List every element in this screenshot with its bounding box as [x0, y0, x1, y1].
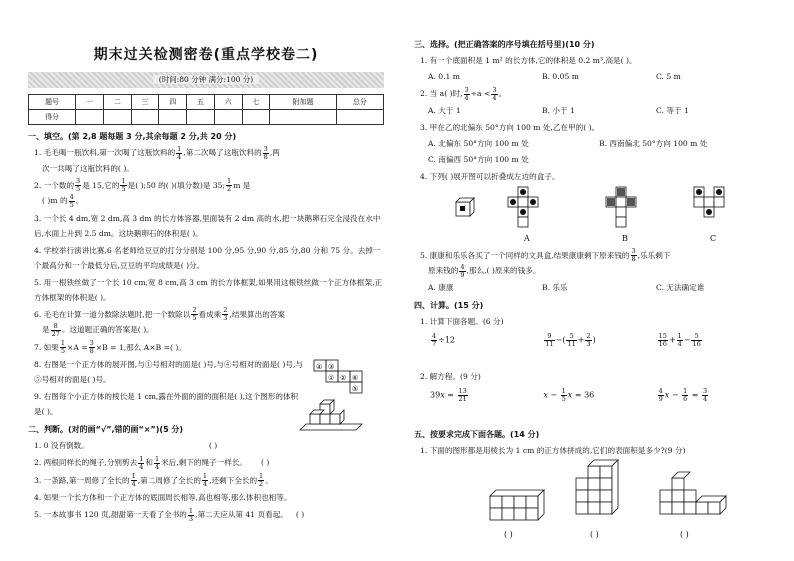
surface-area-figures	[480, 458, 770, 548]
choice-q5	[420, 248, 770, 279]
score-header-cell: 六	[214, 95, 242, 110]
fill-q4: 4. 学校举行演讲比赛,6 名老师给豆豆的打分分别是 100 分,95 分,90 分,85 分,80 分和 75 分。去掉一个最高分和一个最低分后,豆豆的平均成绩是( )分。	[34, 245, 381, 270]
score-table	[28, 94, 384, 125]
option-c[interactable]: C. 5 m	[656, 72, 681, 81]
fraction-2-3: $\frac{2}{3}$	[223, 306, 228, 322]
svg-text:②: ②	[340, 374, 347, 382]
q6-text-c: ,结果算出的答案	[229, 309, 285, 319]
score-cell[interactable]	[336, 110, 383, 125]
judge-q2-text-b: 和	[145, 458, 153, 467]
svg-text:⑤: ⑤	[352, 385, 359, 393]
fill-q5: 5. 用一根铁丝做了一个长 10 cm,宽 8 cm,高 3 cm 的长方体框架,如果用这根铁丝做一个正方体框架,正方体框架的体积是( )。	[34, 277, 383, 302]
fraction-1-4: $\frac{1}{4}$	[177, 144, 182, 161]
calc-sub1: 1. 计算下面各题。(6 分)	[420, 316, 504, 326]
fraction-1-4: $\frac{1}{4}$	[154, 454, 160, 471]
calc-expr-3: $\frac{15}{16}$ + $\frac{1}{4}$ − $\frac{5}{16}$	[658, 331, 701, 348]
fraction-1-4: $\frac{1}{4}$	[131, 472, 136, 488]
time-score-text: (时间:80 分钟 满分:100 分)	[153, 75, 259, 84]
q6-text-a: 6. 毛毛在计算一道分数除法题时,把一个数除以	[34, 309, 191, 319]
judge-q2-text-c: 米后,剩下的绳子一样长。	[161, 458, 248, 467]
score-cell[interactable]	[242, 110, 270, 125]
choice-q5-text-a: 5. 康康和乐乐各买了一个同样的文具盒,结果康康剩下原来钱的	[420, 250, 630, 260]
choice-q2-text-a: 2. 当 a( )时,	[420, 89, 463, 98]
option-b[interactable]: B. 西南偏北 50°方向 100 m 处	[599, 138, 708, 148]
net-c-label: C	[710, 233, 717, 243]
option-c[interactable]: C. 等于 1	[656, 105, 689, 115]
score-cell[interactable]	[214, 110, 242, 125]
equation-2: x − $\frac{1}{5}$ x = 36	[543, 386, 595, 403]
section-calc-title: 四、计算。(15 分)	[414, 300, 484, 310]
score-cell[interactable]	[103, 110, 131, 125]
left-column	[28, 40, 384, 525]
score-header-cell: 二	[103, 95, 131, 110]
score-cell[interactable]	[187, 110, 215, 125]
section-judge-title: 二、判断。(对的画“√”,错的画“×”)(5 分)	[28, 425, 184, 434]
q7-text-c: ×B = 1,那么 A×B =( )。	[95, 342, 186, 352]
q2-text-f: 。	[75, 196, 84, 205]
fraction-3-4: $\frac{3}{4}$	[492, 85, 497, 102]
q6-text-d: 是	[42, 325, 50, 334]
calc-expressions	[430, 333, 770, 369]
score-cell[interactable]	[76, 110, 104, 125]
fraction-1-4: $\frac{1}{4}$	[139, 454, 144, 471]
svg-text:④: ④	[316, 363, 323, 371]
option-a[interactable]: A. 大于 1	[428, 105, 461, 115]
choice-q2-options	[428, 104, 770, 118]
judge-q5	[34, 507, 384, 523]
fraction-1-2: $\frac{1}{2}$	[227, 177, 232, 193]
answer-paren[interactable]: ( )	[208, 441, 218, 450]
choice-q1: 1. 有一个底面积是 1 m² 的长方体,它的体积是 0.2 m³,高是( )。	[420, 56, 637, 65]
choice-q3-options	[428, 137, 770, 151]
q1-text-c: ,两	[269, 148, 280, 157]
score-header-cell: 一	[76, 95, 104, 110]
fill-q2	[34, 178, 384, 209]
score-header-cell: 总分	[336, 95, 383, 110]
judge-q1-text: 1. 0 没有倒数。	[34, 441, 89, 450]
fill-q8: 8. 右图是一个正方体的展开图,与①号相对的面是( )号,与④号相对的面是( )号,与⑤号相对的面是( )号。	[34, 360, 303, 384]
judge-q3-text-c: ,还剩下全长的	[209, 475, 258, 485]
net-b-figure[interactable]	[600, 186, 650, 232]
choice-q2-text-b: ÷a <	[470, 89, 491, 98]
judge-q2	[34, 455, 384, 471]
score-cell[interactable]	[270, 110, 337, 125]
judge-q5-text-b: ,第二天应从第 41 页看起。	[195, 510, 288, 519]
cube-shape-1	[488, 484, 554, 524]
cube-shape-3	[658, 470, 736, 524]
judge-q2-text-a: 2. 两根同样长的绳子,分别剪去	[34, 458, 138, 467]
section-tasks-title: 五、按要求完成下面各题。(14 分)	[414, 429, 540, 439]
page-title: 期末过关检测密卷(重点学校卷二)	[93, 47, 319, 63]
option-a[interactable]: A. 北偏东 50°方向 100 m 处	[428, 138, 529, 148]
net-c-figure[interactable]	[688, 186, 738, 232]
cube-net-figure	[312, 358, 368, 398]
choice-q1-options	[428, 70, 770, 84]
fill-q1	[34, 145, 384, 176]
score-header-cell: 题号	[29, 95, 76, 110]
judge-q3-text-d: 。	[265, 475, 273, 485]
choice-q2	[420, 86, 770, 102]
fraction-1-5: $\frac{1}{5}$	[121, 177, 126, 193]
option-c[interactable]: C. 南偏西 50°方向 100 m 处	[428, 154, 529, 164]
calc-sub2: 2. 解方程。(9 分)	[420, 371, 481, 381]
answer-paren[interactable]: ( )	[261, 458, 270, 467]
cube-shape-2	[574, 458, 630, 524]
section-choice-title: 三、选择。(把正确答案的序号填在括号里)(10 分)	[414, 40, 595, 49]
fill-q6	[34, 307, 384, 338]
fraction-3-8: $\frac{3}{8}$	[263, 144, 268, 161]
judge-q3-text-a: 3. 一条路,第一周修了全长的	[34, 475, 130, 485]
equation-3: $\frac{4}{9}$ x − $\frac{1}{6}$ = $\frac{3}{4}$	[658, 386, 708, 403]
option-c[interactable]: C. 无法确定谁	[656, 282, 705, 292]
q7-text-a: 7. 如果	[34, 342, 59, 352]
fraction-4-5: $\frac{4}{5}$	[69, 192, 74, 209]
q1-text-a: 1. 毛毛喝一瓶饮料,第一次喝了这瓶饮料的	[34, 148, 176, 157]
tasks-sub1: 1. 下面的图形都是用棱长为 1 cm 的正方体拼成的,它们的表面积是多少?(9 分)	[420, 445, 686, 455]
score-header-cell: 三	[131, 95, 159, 110]
answer-paren[interactable]: ( )	[295, 510, 305, 519]
fraction-1-2: $\frac{1}{2}$	[259, 472, 264, 488]
option-a[interactable]: A. 康康	[428, 282, 454, 292]
calc-expr-2: $\frac{9}{11}$ −( $\frac{5}{11}$ + $\frac{2}{3}$ )	[545, 331, 596, 348]
right-column	[414, 34, 770, 460]
svg-text:⑥: ⑥	[352, 374, 359, 382]
choice-q3: 3. 甲在乙的北偏东 50°方向 100 m 处,乙在甲的( )。	[420, 122, 600, 132]
option-b[interactable]: B. 小于 1	[542, 105, 575, 115]
equations	[430, 388, 770, 424]
option-b[interactable]: B. 乐乐	[542, 282, 568, 292]
score-value-row	[29, 110, 384, 125]
net-b-label: B	[622, 233, 628, 243]
fraction-4-9: $\frac{4}{9}$	[460, 262, 465, 279]
section-fill-in-title: 一、填空。(第 2,8 题每题 3 分,其余每题 2 分,共 20 分)	[28, 132, 237, 141]
score-header-cell: 五	[187, 95, 215, 110]
q2-text-d: m 是	[233, 180, 251, 190]
choice-q5-text-d: ,那么,( )原来的钱多。	[466, 266, 541, 275]
choice-q4: 4. 下列( )展开图可以折叠成左边的盒子。	[420, 171, 560, 181]
fill-q3: 3. 一个长 4 dm,宽 2 dm,高 3 dm 的长方体容器,里面装有 2 dm 高的水,把一块鹅卵石完全浸没在水中后,水面上升到 2.5 dm。这块鹅卵石的体积是( )。	[34, 213, 381, 238]
score-cell[interactable]	[131, 110, 159, 125]
q1-text-d: 次一共喝了这瓶饮料的( )。	[42, 163, 134, 173]
svg-text:③: ③	[328, 363, 335, 371]
score-header-cell: 七	[242, 95, 270, 110]
score-row-label: 得分	[29, 110, 76, 125]
judge-q4: 4. 如果一个长方体和一个正方体的底面周长相等,高也相等,那么体积也相等。	[34, 493, 292, 502]
q2-text-b: 是 15,它的	[82, 180, 120, 190]
score-header-row	[29, 95, 384, 110]
score-header-cell: 附加题	[270, 95, 337, 110]
q2-text-c: 是( );50 的( )(填分数)是 35;	[127, 180, 226, 190]
fill-q7	[34, 340, 384, 356]
net-a-figure[interactable]	[502, 186, 552, 232]
answer-paren-2[interactable]: ( )	[590, 530, 599, 539]
time-score-banner	[28, 72, 384, 88]
fraction-3-5: $\frac{3}{5}$	[76, 177, 81, 193]
fraction-1-3: $\frac{1}{3}$	[188, 506, 194, 523]
q1-text-b: ,第二次喝了这瓶饮料的	[183, 148, 262, 157]
q6-text-e: 。这道题正确的答案是( )。	[61, 325, 154, 334]
fraction-8-27: $\frac{8}{27}$	[51, 321, 60, 338]
fill-q9: 9. 右图每个小正方体的棱长是 1 cm,露在外面的面的面积是( ),这个图形的体积是( )。	[34, 392, 299, 416]
judge-q5-text-a: 5. 一本故事书 120 页,甜甜第一天看了全书的	[34, 510, 187, 519]
net-a-label: A	[524, 233, 530, 243]
box-dot	[460, 206, 465, 211]
fraction-1-4: $\frac{1}{4}$	[202, 472, 208, 488]
judge-q3-text-b: ,第二周修了全长的	[137, 475, 201, 485]
svg-text:①: ①	[328, 374, 335, 382]
calc-expr-1: $\frac{4}{7}$ ÷12	[432, 331, 456, 348]
answer-paren-1[interactable]: ( )	[504, 530, 513, 539]
answer-paren-3[interactable]: ( )	[680, 530, 689, 539]
choice-q3-option-c-row	[428, 153, 770, 167]
fraction-1-5: $\frac{1}{5}$	[60, 339, 65, 355]
box-cube-figure	[454, 196, 476, 218]
option-a[interactable]: A. 0.1 m	[428, 72, 461, 81]
choice-q5-text-b: ,乐乐剩下	[637, 250, 671, 260]
choice-q5-options	[428, 281, 770, 295]
fraction-3-8: $\frac{3}{8}$	[89, 339, 94, 355]
q2-text-a: 2. 一个数的	[34, 180, 75, 190]
fraction-2-5: $\frac{2}{5}$	[192, 306, 197, 322]
q2-text-e: ( )m 的	[42, 196, 68, 205]
fraction-3-8: $\frac{3}{8}$	[631, 247, 636, 263]
score-header-cell: 四	[159, 95, 187, 110]
stacked-cubes-figure	[296, 398, 366, 442]
equation-1: 39x = $\frac{13}{21}$	[430, 386, 467, 403]
choice-q2-text-c: 。	[498, 89, 507, 98]
option-b[interactable]: B. 0.05 m	[542, 72, 579, 81]
judge-q3	[34, 473, 384, 489]
fraction-3-4: $\frac{3}{4}$	[464, 85, 469, 102]
q6-text-b: 看成乘	[198, 309, 222, 319]
choice-q5-text-c: 原来钱的	[428, 266, 459, 275]
box-nets-row	[414, 186, 770, 248]
score-cell[interactable]	[159, 110, 187, 125]
q7-text-b: ×A =	[67, 342, 88, 352]
